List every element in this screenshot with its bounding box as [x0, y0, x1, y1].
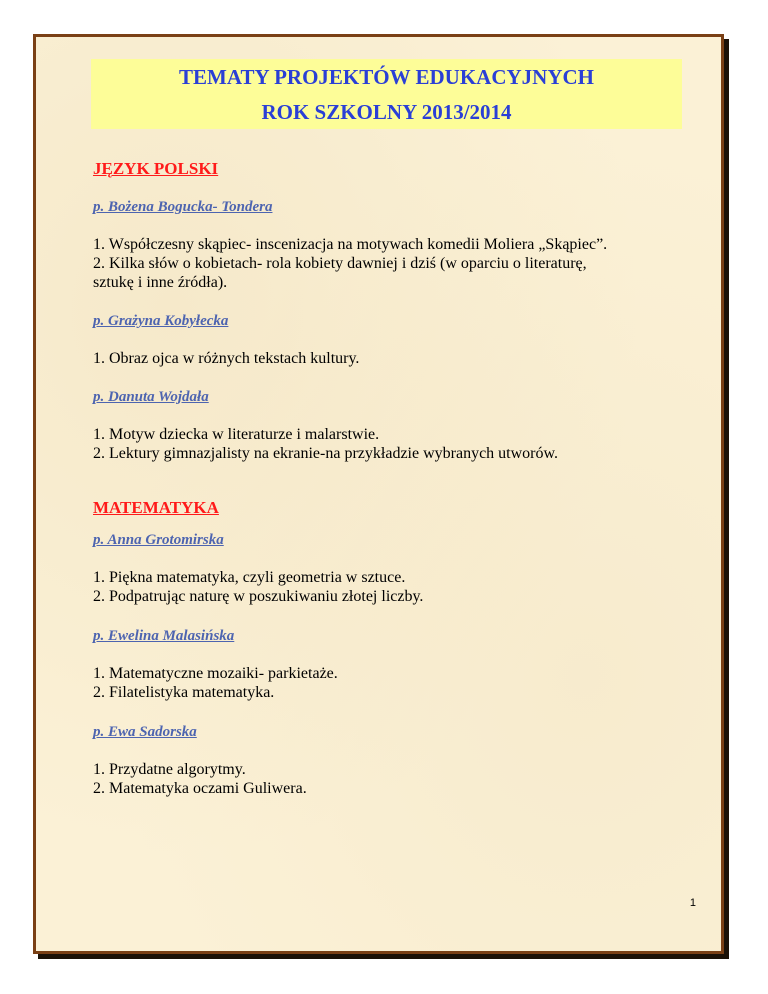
title-line-1: TEMATY PROJEKTÓW EDUKACYJNYCH	[179, 65, 594, 89]
topic-item: 1. Przydatne algorytmy.	[93, 761, 246, 778]
topic-item: 1. Obraz ojca w różnych tekstach kultury.	[93, 350, 360, 367]
teacher-name: p. Ewelina Malasińska	[93, 628, 235, 644]
teacher-name: p. Bożena Bogucka- Tondera	[93, 199, 273, 215]
page-number: 1	[689, 897, 696, 909]
topic-item: 2. Filatelistyka matematyka.	[93, 684, 275, 701]
topic-item: 2. Lektury gimnazjalisty na ekranie-na przykładzie wybranych utworów.	[93, 445, 559, 462]
topic-item: 1. Piękna matematyka, czyli geometria w sztuce.	[93, 569, 406, 586]
title-line-2: ROK SZKOLNY 2013/2014	[261, 100, 512, 124]
topic-item: 2. Podpatrując naturę w poszukiwaniu złotej liczby.	[93, 588, 424, 605]
subject-heading-polish: JĘZYK POLSKI	[93, 159, 219, 178]
title-banner	[91, 59, 682, 129]
topic-item: 1. Współczesny skąpiec- inscenizacja na motywach komedii Moliera „Skąpiec”.	[93, 236, 608, 253]
topic-item: 2. Matematyka oczami Guliwera.	[93, 780, 307, 797]
teacher-name: p. Ewa Sadorska	[93, 724, 197, 740]
teacher-name: p. Danuta Wojdała	[93, 389, 209, 405]
teacher-name: p. Anna Grotomirska	[93, 532, 224, 548]
document-page	[33, 34, 724, 954]
topic-item: 1. Matematyczne mozaiki- parkietaże.	[93, 665, 338, 682]
teacher-name: p. Grażyna Kobyłecka	[93, 313, 229, 329]
topic-item: 1. Motyw dziecka w literaturze i malarstwie.	[93, 426, 380, 443]
subject-heading-mathematics: MATEMATYKA	[93, 498, 219, 517]
topic-item: 2. Kilka słów o kobietach- rola kobiety dawniej i dziś (w oparciu o literaturę,	[93, 255, 587, 272]
topic-item: sztukę i inne źródła).	[93, 274, 228, 291]
